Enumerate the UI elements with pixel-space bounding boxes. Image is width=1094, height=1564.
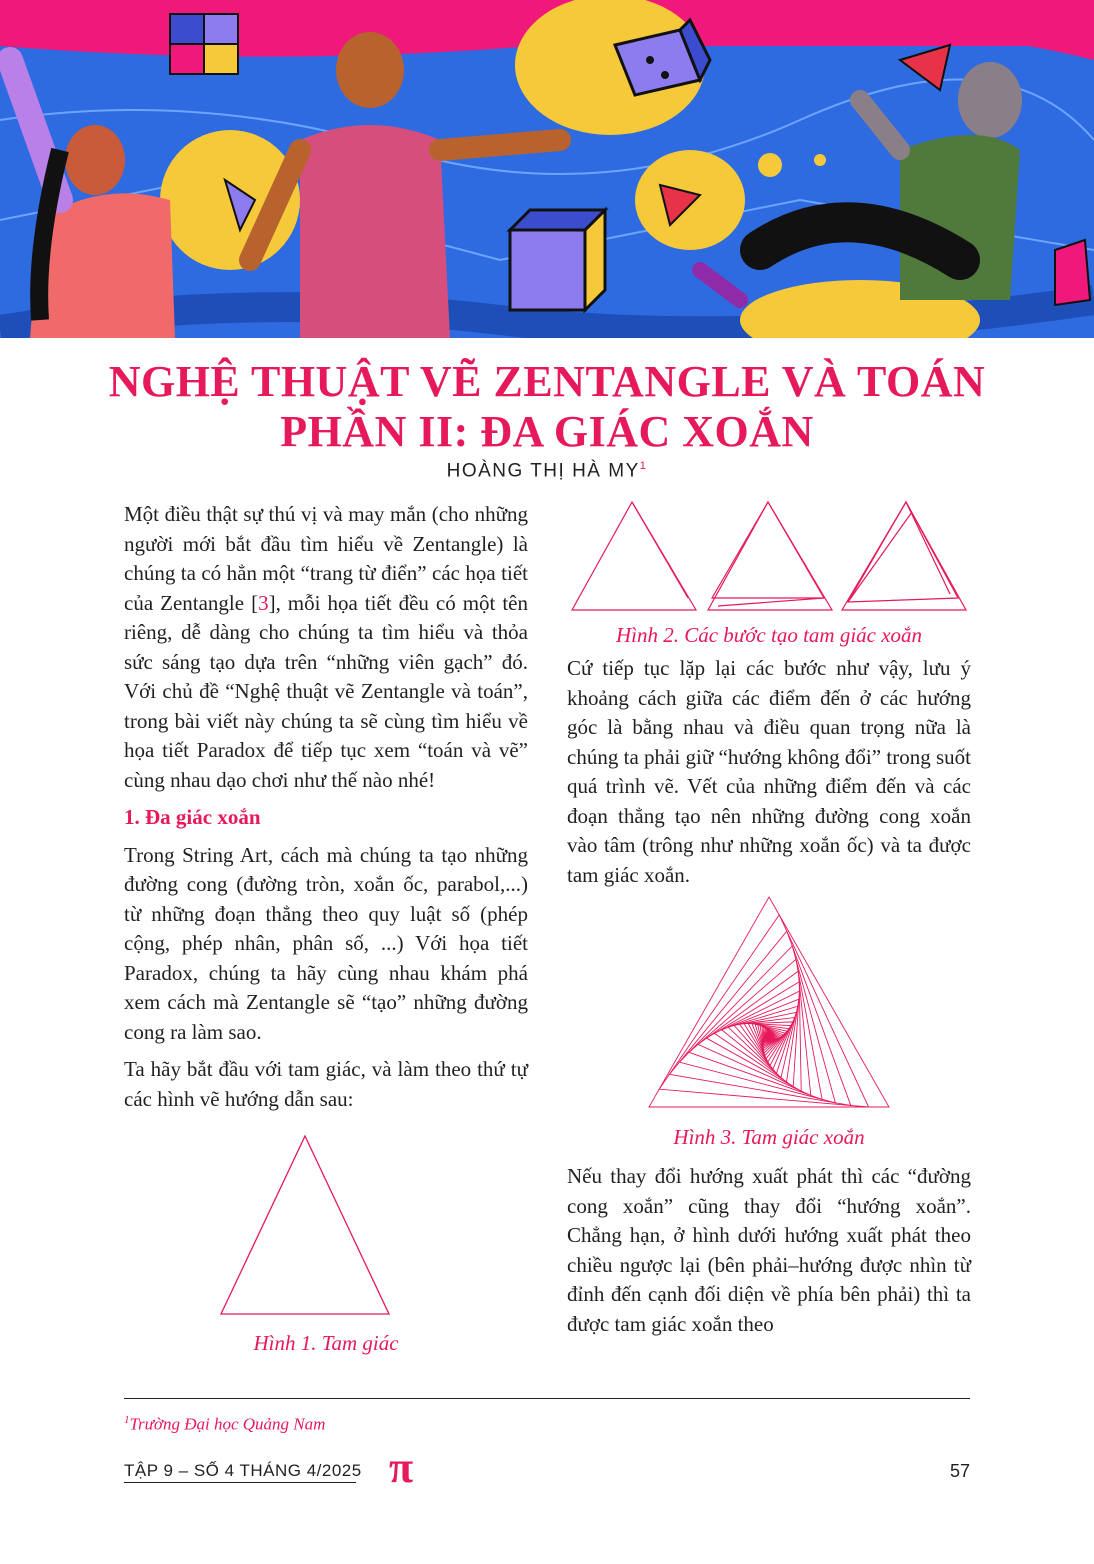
- figure-3-caption: Hình 3. Tam giác xoắn: [673, 1125, 865, 1149]
- spiral-triangle-layer: [714, 991, 799, 1086]
- right-column-continued: [567, 1162, 971, 1347]
- banner-artwork: [0, 0, 1094, 338]
- intro-text: Một điều thật sự thú vị và may mắn (cho những người mới bắt đầu tìm hiểu về Zentangle) là chúng ta có hẳn một “trang từ điển” các họa tiết của Zentangle [: [124, 502, 528, 615]
- author-footnote-mark[interactable]: 1: [639, 460, 648, 472]
- author-byline: [0, 460, 1094, 482]
- article-title-line2: PHẦN II: ĐA GIÁC XOẮN: [280, 407, 814, 456]
- paragraph-start-triangle: Ta hãy bắt đầu với tam giác, và làm theo thứ tự các hình vẽ hướng dẫn sau:: [124, 1057, 528, 1111]
- footnote-divider: [124, 1398, 970, 1399]
- operations-tile-icon: [170, 14, 238, 74]
- intro-text-end: ], mỗi họa tiết đều có một tên riêng, dễ dàng cho chúng ta tìm hiểu và thỏa sức sáng tạo dựa trên “những viên gạch” đó. Với chủ đề “Nghệ thuật vẽ Zentangle và toán”, trong bài viết này chúng ta sẽ cùng tìm hiểu về họa tiết Paradox để tiếp tục xem “toán và vẽ” cùng nhau dạo chơi như thế nào nhé!: [124, 590, 529, 792]
- figure-2-caption: Hình 2. Các bước tạo tam giác xoắn: [615, 623, 923, 647]
- footnote-text: Trường Đại học Quảng Nam: [129, 1414, 326, 1434]
- spiral-triangle-layer: [768, 1037, 769, 1038]
- author-name: HOÀNG THỊ HÀ MY: [446, 460, 640, 482]
- spiral-triangle-layer: [669, 931, 850, 1105]
- right-column: [567, 654, 971, 898]
- pi-logo-icon: [378, 1446, 424, 1488]
- paragraph-direction-change: Nếu thay đổi hướng xuất phát thì các “đường cong xoắn” cũng thay đổi “hướng xoắn”. Chẳng hạn, ở hình dưới hướng xuất phát theo chiều ngược lại (bên phải–hướng được nhìn từ đỉnh đến cạnh đối diện về phía bên phải) thì ta được tam giác xoắn theo: [567, 1164, 971, 1336]
- pi-logo-glyph: π: [388, 1446, 414, 1488]
- issue-underline: [124, 1482, 356, 1483]
- figure-1-caption: Hình 1. Tam giác: [253, 1331, 399, 1355]
- footnote-mark: 1: [124, 1414, 130, 1426]
- paragraph-repeat-steps: Cứ tiếp tục lặp lại các bước như vậy, lưu ý khoảng cách giữa các điểm đến ở các hướng góc là bằng nhau và điều quan trọng nữa là chúng ta phải giữ “hướng không đổi” trong suốt quá trình vẽ. Vết của những điểm đến và các đoạn thẳng tạo nên những đường cong xoắn vào tâm (trông như những xoắn ốc) và ta được tam giác xoắn.: [567, 656, 971, 887]
- figure-1-triangle: [215, 1130, 395, 1320]
- box-icon: [510, 210, 605, 310]
- intro-paragraph: [124, 500, 528, 795]
- left-column: [124, 500, 528, 1122]
- article-title-line1: NGHỆ THUẬT VẼ ZENTANGLE VÀ TOÁN: [108, 357, 986, 406]
- section-heading: 1. Đa giác xoắn: [124, 805, 261, 829]
- figure-2-steps: [568, 498, 970, 616]
- citation-link[interactable]: 3: [258, 590, 269, 615]
- page-number: 57: [949, 1461, 970, 1481]
- spiral-triangle-layer: [649, 897, 889, 1107]
- footnote: [124, 1414, 325, 1435]
- header-illustration: [0, 0, 1094, 338]
- issue-label: TẬP 9 – SỐ 4 THÁNG 4/2025: [124, 1461, 362, 1480]
- paragraph-string-art: Trong String Art, cách mà chúng ta tạo những đường cong (đường tròn, xoắn ốc, parabol,...) từ những đoạn thẳng theo quy luật số (phép cộng, phép nhân, phân số, ...) Với họa tiết Paradox, chúng ta hãy cùng nhau khám phá xem cách mà Zentangle sẽ “tạo” những đường cong ra làm sao.: [124, 842, 528, 1044]
- figure-3-spiral-triangle: [645, 893, 893, 1111]
